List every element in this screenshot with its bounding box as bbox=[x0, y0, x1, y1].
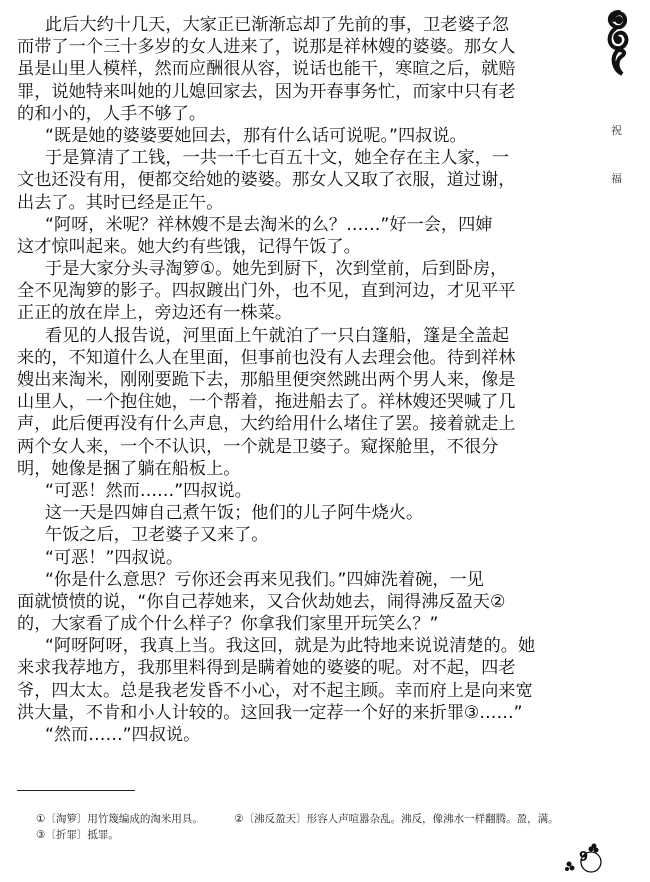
paragraph-line: “阿呀阿呀，我真上当。我这回，就是为此特地来说说清楚的。她 bbox=[45, 636, 536, 657]
paragraph-line: 声，此后便再没有什么声息，大约给用什么堵住了罢。接着就走上 bbox=[17, 414, 516, 435]
paragraph-line: 洪大量，不肯和小人计较的。这回我一定荐一个好的来折罪③……” bbox=[17, 702, 523, 723]
paragraph-line: “然而……”四叔说。 bbox=[45, 725, 201, 745]
body-text bbox=[17, 14, 536, 746]
paragraph-line: 爷，四太太。总是我老发昏不小心，对不起主顾。幸而府上是向来宽 bbox=[17, 680, 533, 701]
paragraph-line: 明，她像是捆了躺在船板上。 bbox=[17, 458, 241, 479]
paragraph-line: 面就愤愤的说，“你自己荐她来，又合伙劫她去，闹得沸反盈天② bbox=[17, 591, 506, 612]
paragraph-line: 这才惊叫起来。她大约有些饿，记得午饭了。 bbox=[17, 236, 361, 257]
paragraph-line: 看见的人报告说，河里面上午就泊了一只白篷船，篷是全盖起 bbox=[45, 325, 510, 346]
paragraph-line: 两个女人来，一个不认识，一个就是卫婆子。窥探舱里，不很分 bbox=[17, 436, 499, 457]
running-title-char-1: 祝 bbox=[611, 124, 622, 137]
ornament-icon bbox=[604, 8, 634, 80]
running-title-char-2: 福 bbox=[611, 172, 622, 185]
paragraph-line: 嫂出来淘米，刚刚要跪下去，那船里便突然跳出两个男人来，像是 bbox=[17, 370, 516, 390]
footnote-divider bbox=[17, 790, 135, 791]
paragraph-line: 于是大家分头寻淘箩①。她先到厨下，次到堂前，后到卧房， bbox=[45, 259, 508, 280]
paragraph-line: 此后大约十几天，大家正已渐渐忘却了先前的事，卫老婆子忽 bbox=[45, 15, 510, 35]
paragraph-line: 虽是山里人模样，然而应酬很从容，说话也能干，寒暄之后，就赔 bbox=[17, 59, 516, 80]
footnote-1: ①〔淘箩〕用竹篾编成的淘米用具。 bbox=[36, 813, 203, 825]
paragraph-line: 正正的放在岸上，旁边还有一株菜。 bbox=[17, 303, 293, 324]
paragraph-line: 山里人，一个抱住她，一个帮着，拖进船去了。祥林嫂还哭喊了几 bbox=[17, 392, 516, 413]
paragraph-line: 罪，说她特来叫她的儿媳回家去，因为开春事务忙，而家中只有老 bbox=[17, 81, 516, 102]
footnotes bbox=[36, 811, 559, 843]
paragraph-line: “可恶！”四叔说。 bbox=[45, 547, 184, 568]
paragraph-line: 的，大家看了成个什么样子？你拿我们家里开玩笑么？” bbox=[17, 614, 439, 635]
footnote-3: ③〔折罪〕抵罪。 bbox=[36, 829, 119, 841]
paragraph-line: “阿呀，米呢？祥林嫂不是去淘米的么？……”好一会，四婶 bbox=[45, 214, 493, 235]
page-number: 9 bbox=[579, 850, 589, 865]
paragraph-line: 的和小的，人手不够了。 bbox=[17, 103, 207, 124]
paragraph-line: “可恶！然而……”四叔说。 bbox=[45, 480, 252, 501]
paragraph-line: 全不见淘箩的影子。四叔踱出门外，也不见，直到河边，才见平平 bbox=[17, 281, 516, 302]
paragraph-line: “你是什么意思？亏你还会再来见我们。”四婶洗着碗，一见 bbox=[45, 569, 484, 590]
paragraph-line: 来求我荐地方，我那里料得到是瞒着她的婆婆的呢。对不起，四老 bbox=[17, 658, 516, 679]
paragraph-line: 来的，不知道什么人在里面，但事前也没有人去理会他。待到祥林 bbox=[17, 347, 516, 368]
page-number-ornament bbox=[563, 842, 605, 878]
paragraph-line: 午饭之后，卫老婆子又来了。 bbox=[45, 525, 269, 546]
paragraph-line: “既是她的婆婆要她回去，那有什么话可说呢。”四叔说。 bbox=[45, 125, 467, 146]
footnote-2: ②〔沸反盈天〕形容人声喧嚣杂乱。沸反，像沸水一样翻腾。盈，满。 bbox=[234, 813, 559, 825]
paragraph-line: 文也还没有用，便都交给她的婆婆。那女人又取了衣服，道过谢， bbox=[17, 170, 516, 191]
paragraph-line: 而带了一个三十多岁的女人进来了，说那是祥林嫂的婆婆。那女人 bbox=[17, 37, 516, 58]
paragraph-line: 于是算清了工钱，一共一千七百五十文，她全存在主人家，一 bbox=[45, 148, 510, 169]
paragraph-line: 出去了。其时已经是正午。 bbox=[17, 192, 224, 213]
paragraph-line: 这一天是四婶自己煮午饭；他们的儿子阿牛烧火。 bbox=[45, 503, 424, 524]
